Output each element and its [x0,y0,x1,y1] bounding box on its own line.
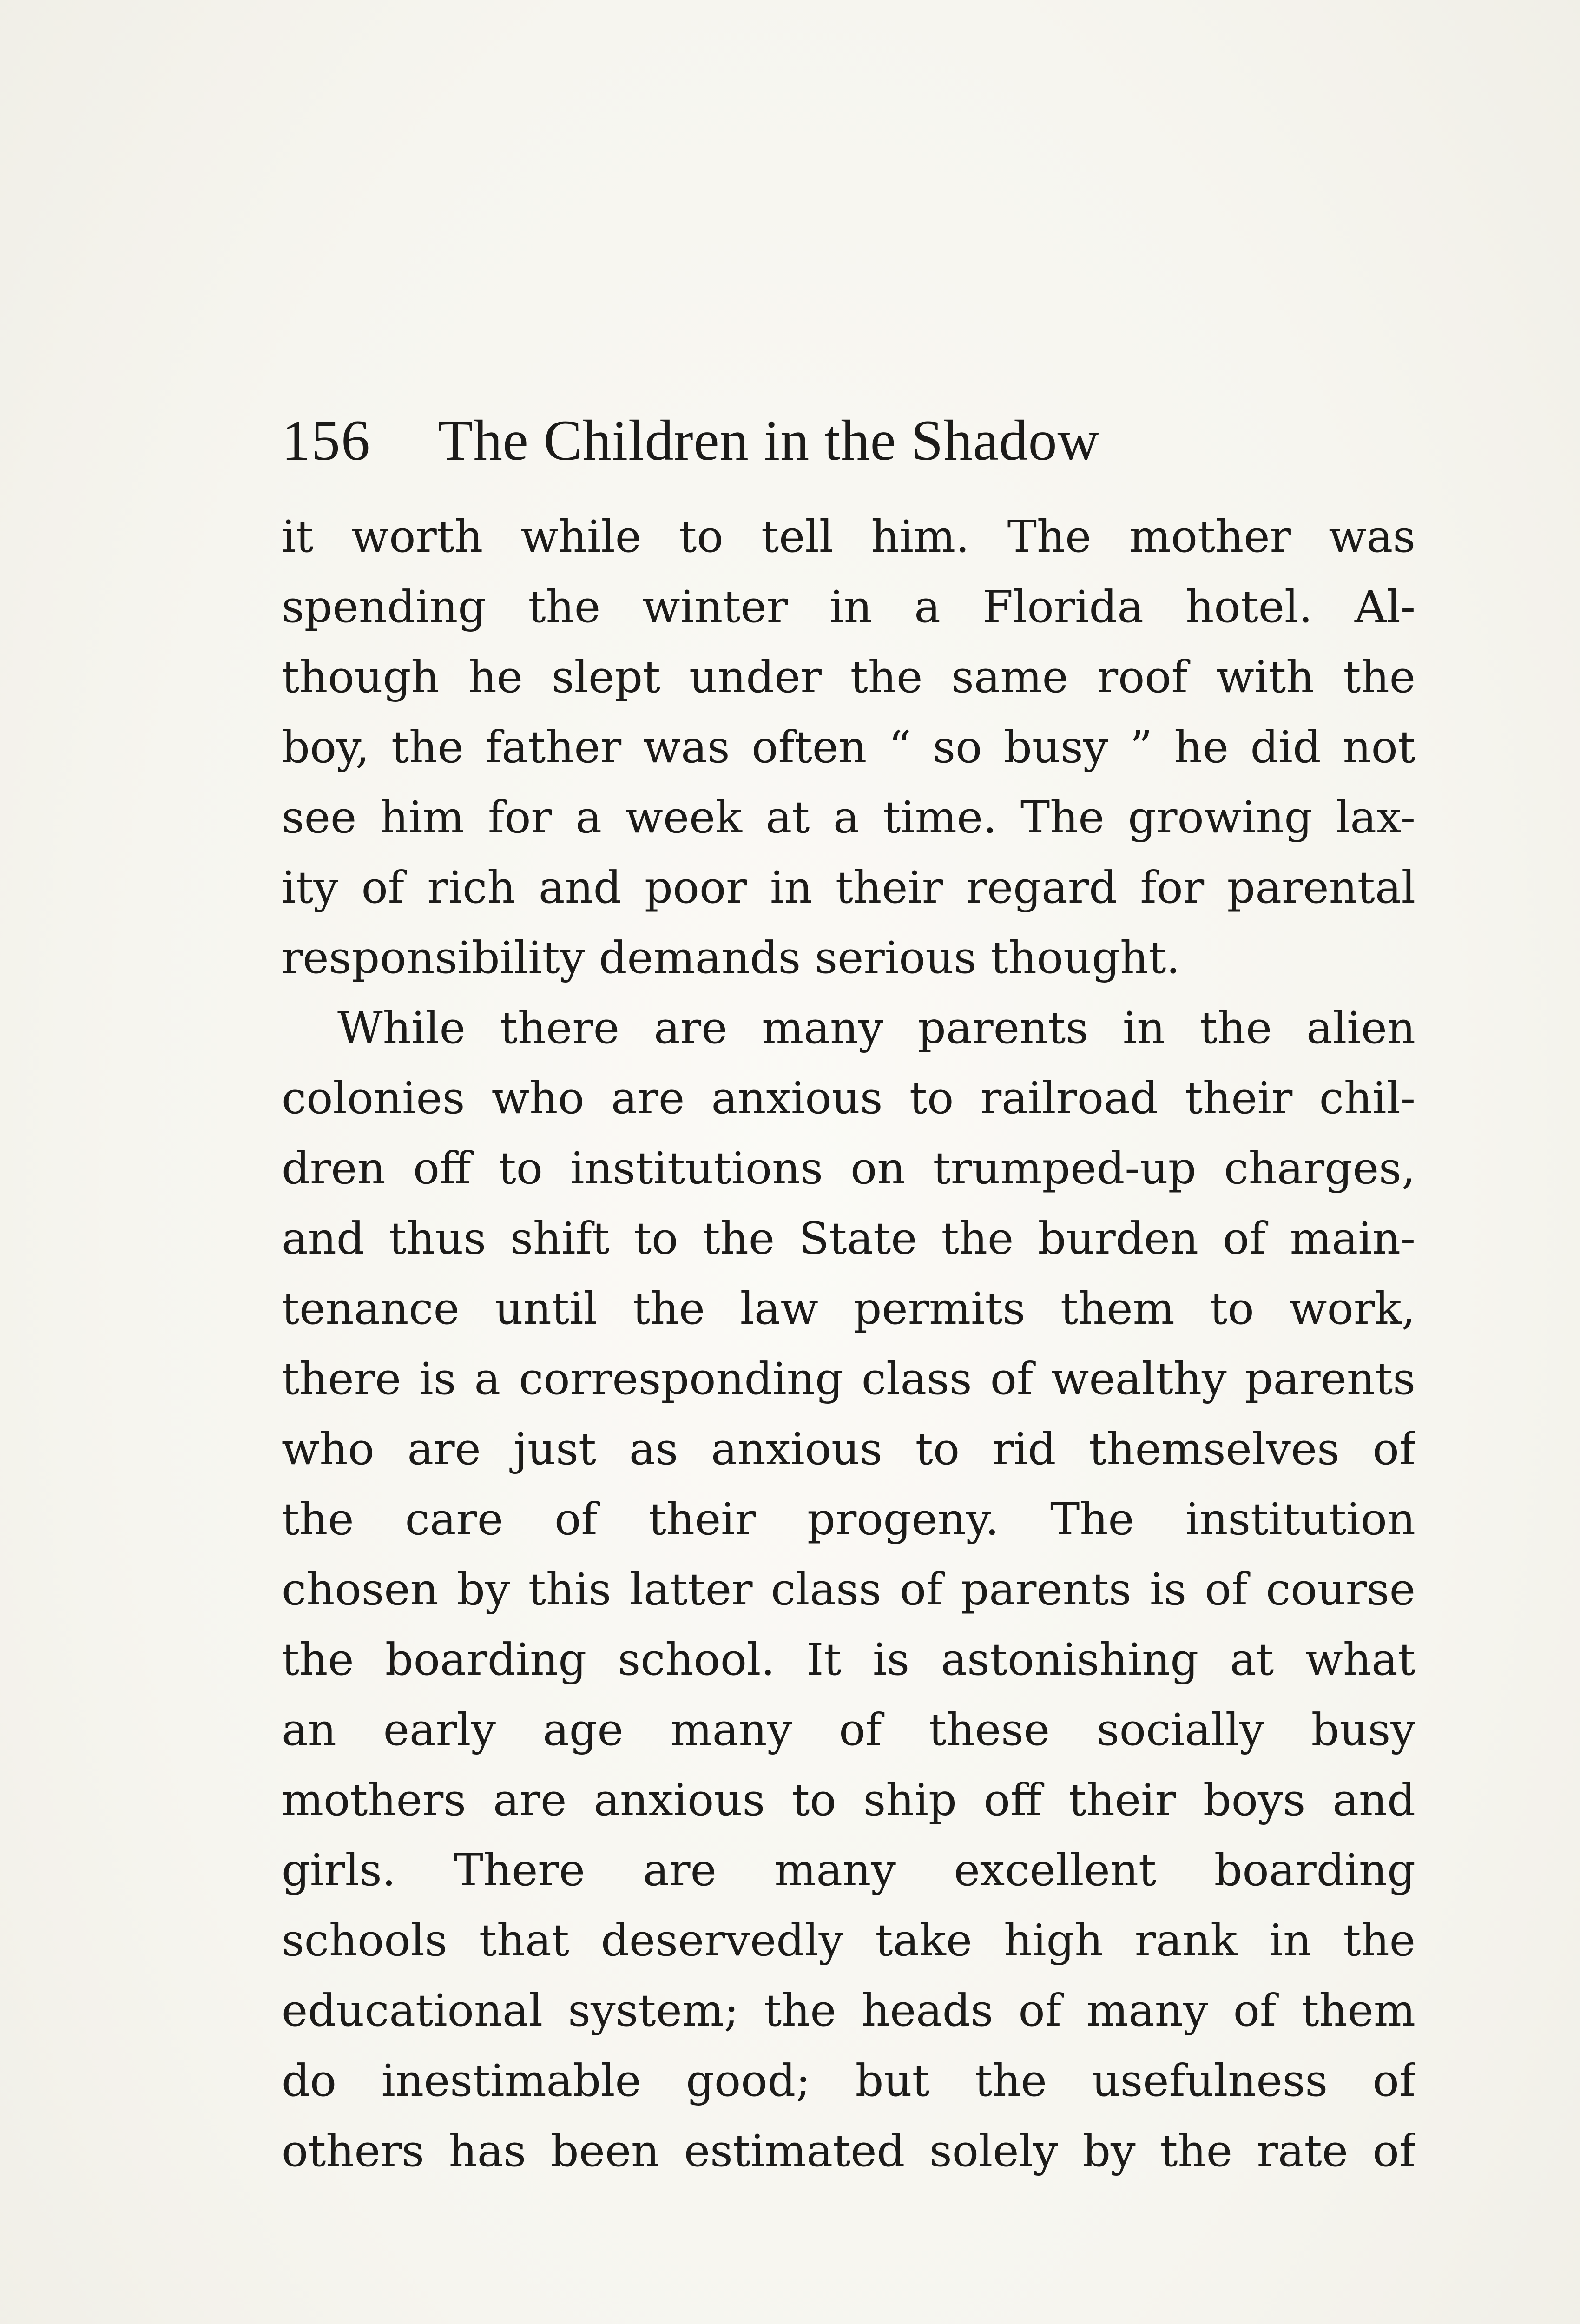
text-line: educational system; the heads of many of them [282,1985,1415,2036]
text-line: girls. There are many excellent boarding [282,1845,1415,1896]
text-line: ity of rich and poor in their regard for parental [282,862,1415,913]
text-line: who are just as anxious to rid themselves of [282,1424,1415,1475]
body-text [282,502,1415,2186]
running-head: The Children in the Shadow [438,409,1100,472]
text-line: colonies who are anxious to railroad their chil- [282,1073,1415,1124]
text-line: the boarding school. It is astonishing at what [282,1634,1415,1685]
text-line: the care of their progeny. The institution [282,1494,1415,1545]
text-line: and thus shift to the State the burden of main- [282,1213,1415,1264]
text-line: though he slept under the same roof with the [282,652,1415,703]
text-line: spending the winter in a Florida hotel. Al- [282,581,1415,633]
text-line: chosen by this latter class of parents is of course [282,1564,1415,1615]
text-line: tenance until the law permits them to work, [282,1283,1415,1334]
text-line: do inestimable good; but the usefulness of [282,2055,1415,2106]
text-line: an early age many of these socially busy [282,1704,1415,1756]
text-line: schools that deservedly take high rank in the [282,1915,1415,1966]
text-line: dren off to institutions on trumped-up charges, [282,1143,1415,1194]
text-line: see him for a week at a time. The growing lax- [282,792,1415,843]
page-number: 156 [282,409,371,472]
text-line: there is a corresponding class of wealthy parents [282,1353,1415,1405]
text-line: mothers are anxious to ship off their boys and [282,1775,1415,1826]
text-line: it worth while to tell him. The mother was [282,511,1415,562]
paragraph-end-line: responsibility demands serious thought. [282,932,1180,984]
page-header [282,403,1415,478]
text-line: others has been estimated solely by the rate of [282,2126,1415,2177]
paragraph-start-line: While there are many parents in the alien [337,1003,1415,1054]
text-line: boy, the father was often “ so busy ” he did not [282,722,1415,773]
